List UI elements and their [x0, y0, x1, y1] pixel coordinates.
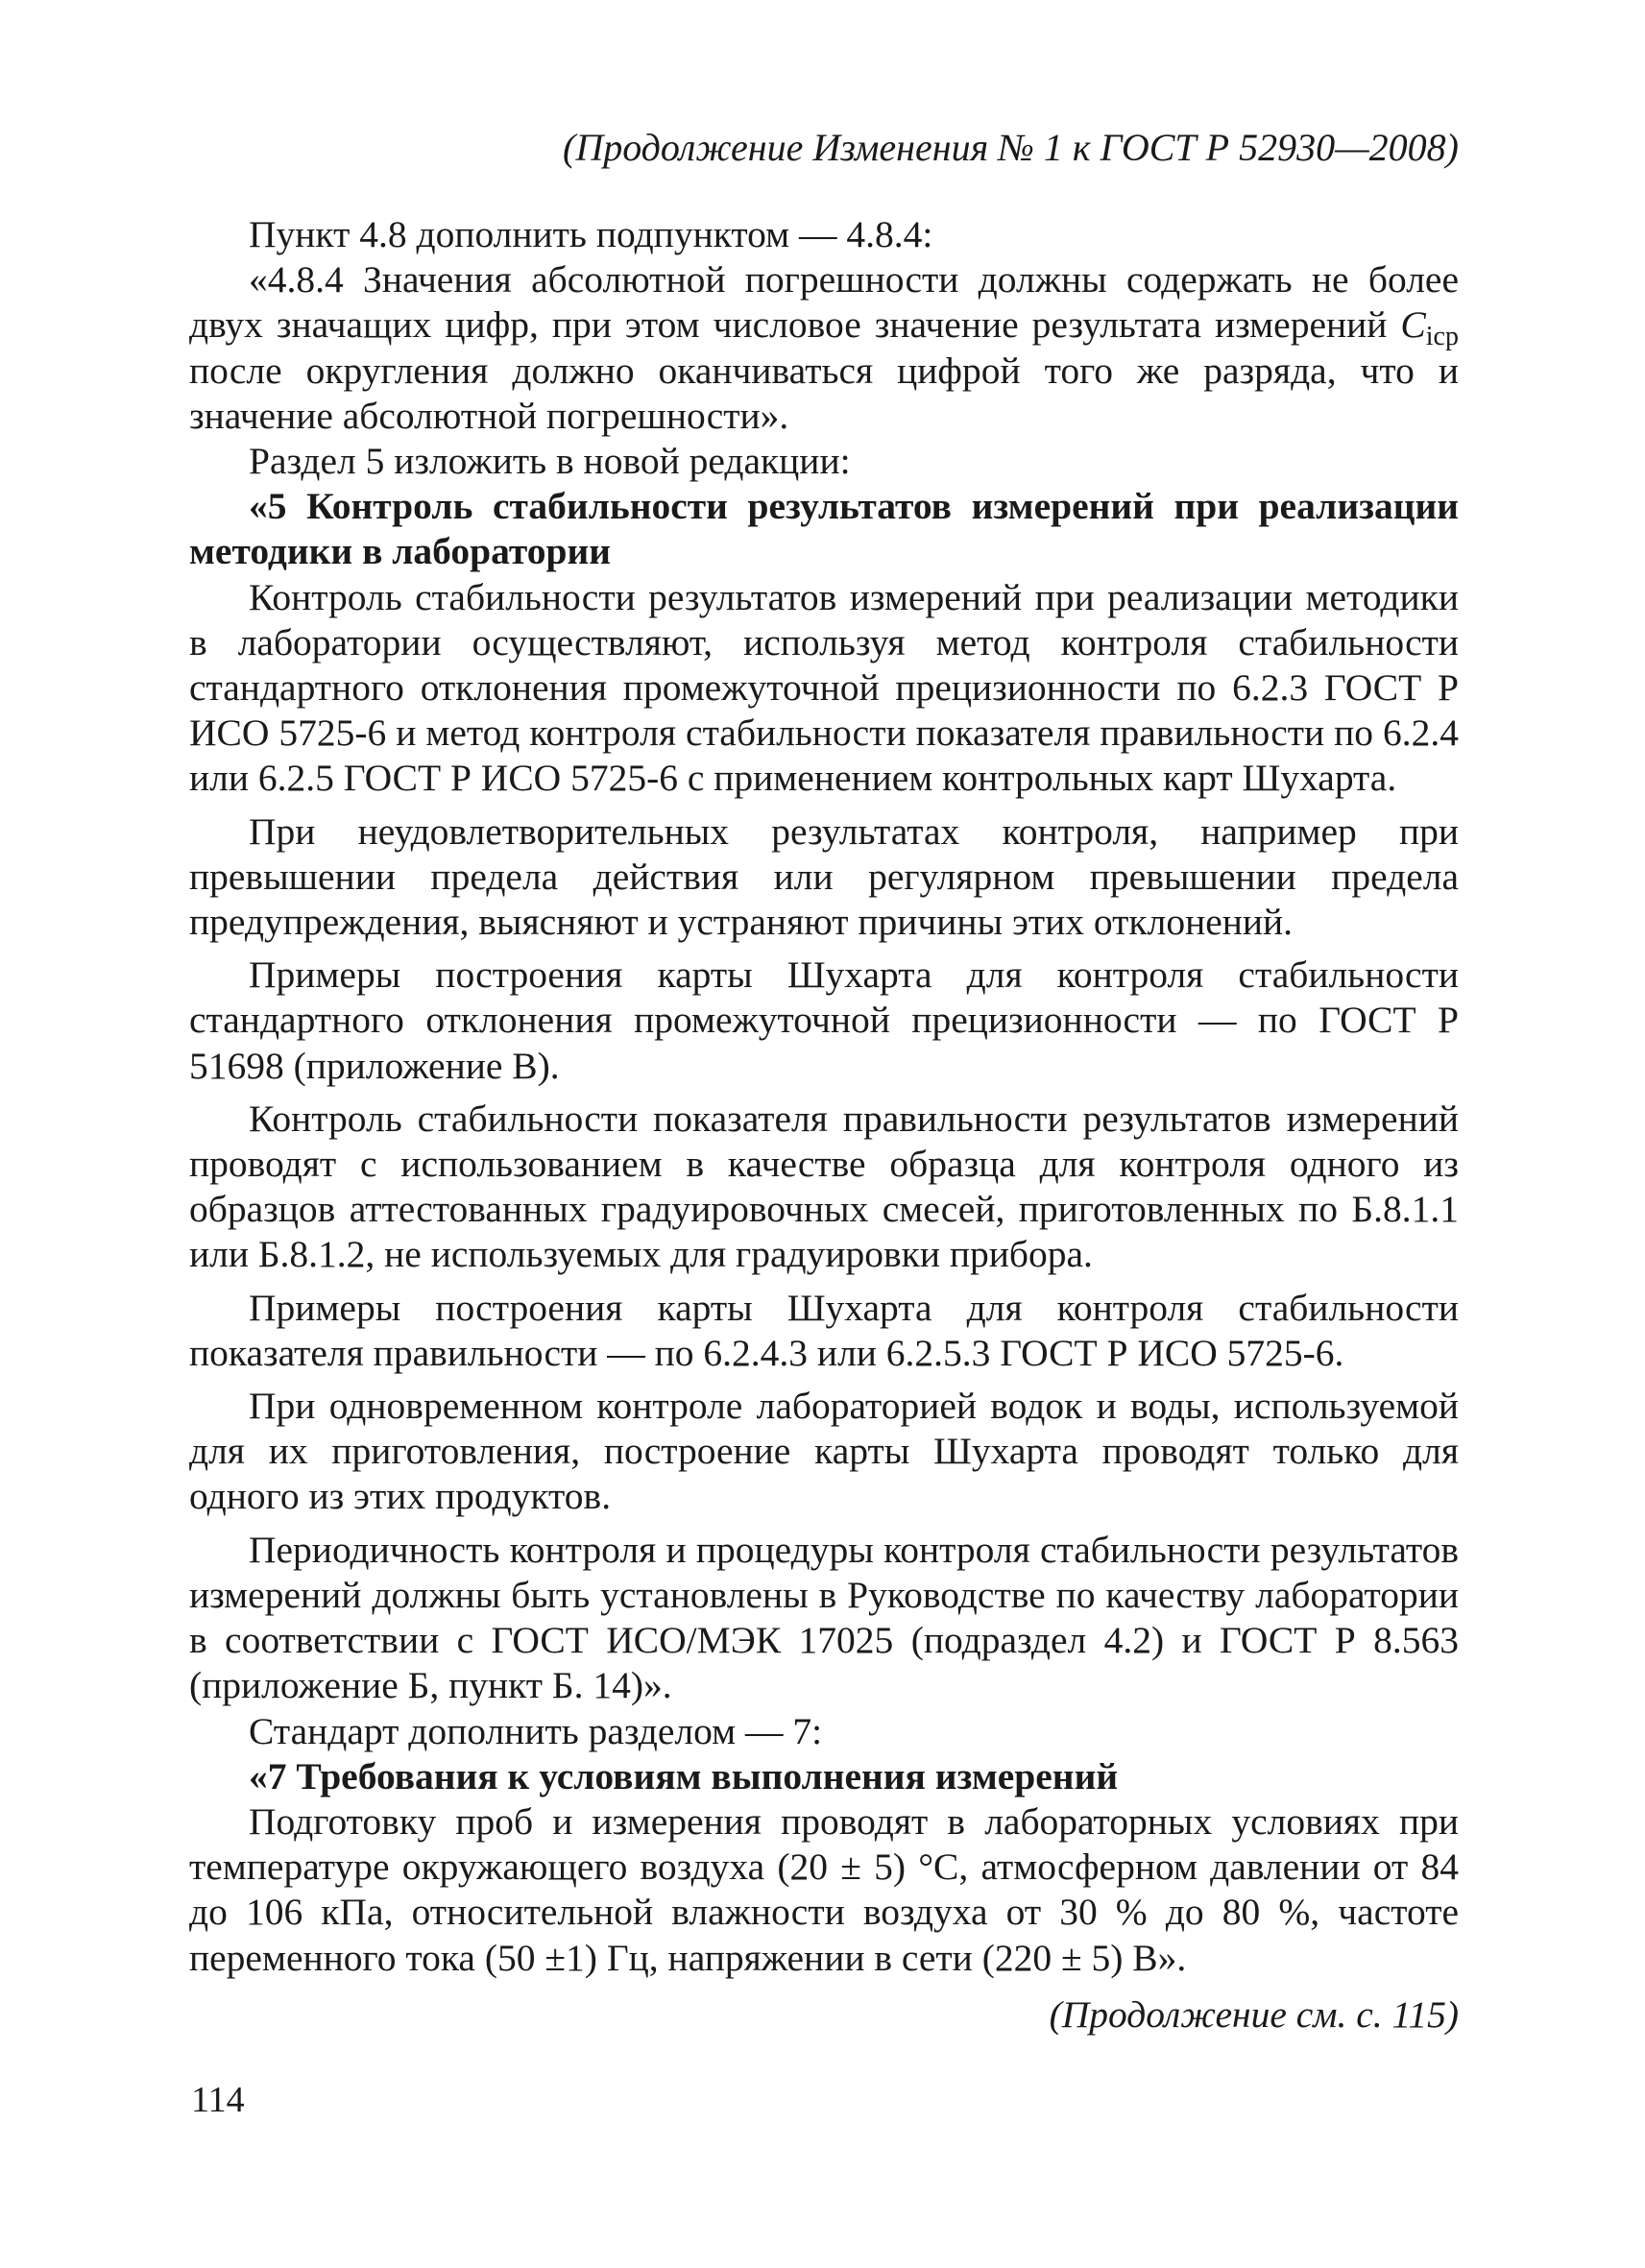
formula-symbol-c: C	[1400, 303, 1426, 347]
running-header: (Продолжение Изменения № 1 к ГОСТ Р 52930—2008)	[563, 126, 1459, 169]
paragraph-amend-4-8: Пункт 4.8 дополнить подпунктом — 4.8.4:	[249, 213, 933, 255]
paragraph-4-8-4-text-start: «4.8.4 Значения абсолютной погрешности должны содержать не более двух значащих цифр, при этом числовое значение результата измерений	[189, 258, 1459, 347]
paragraph-section-5-intro: Раздел 5 изложить в новой редакции:	[249, 440, 851, 483]
page-number: 114	[191, 2080, 245, 2120]
section-7-heading: «7 Требования к условиям выполнения измерений	[249, 1754, 1119, 1798]
paragraph-4-8-4-text-end: после округления должно оканчиваться цифрой того же разряда, что и значение абсолютной погрешности».	[189, 349, 1459, 437]
paragraph-shewhart-examples-trueness: Примеры построения карты Шухарта для контроля стабильности показателя правильности — по 6.2.4.3 или 6.2.5.3 ГОСТ Р ИСО 5725-6.	[189, 1286, 1459, 1374]
paragraph-measurement-conditions: Подготовку проб и измерения проводят в лабораторных условиях при температуре окружающего воздуха (20 ± 5) °С, атмосферном давлении от 84 до 106 кПа, относительной влажности воздуха от 30 % до 80 %, частоте переменного тока (50 ±1) Гц, напряжении в сети (220 ± 5) В».	[189, 1799, 1459, 1979]
paragraph-shewhart-examples-std: Примеры построения карты Шухарта для контроля стабильности стандартного отклонения промежуточной прецизионности — по ГОСТ Р 51698 (приложение В).	[189, 953, 1459, 1087]
paragraph-unsatisfactory-results: При неудовлетворительных результатах контроля, например при превышении предела действия или регулярном превышении предела предупреждения, выясняют и устраняют причины этих отклонений.	[189, 809, 1459, 944]
section-5-heading: «5 Контроль стабильности результатов измерений при реализации методики в лаборатории	[189, 485, 1459, 573]
paragraph-stability-control: Контроль стабильности результатов измерений при реализации методики в лаборатории осуществляют, используя метод контроля стабильности стандартного отклонения промежуточной прецизионности по 6.2.3 ГОСТ Р ИСО 5725-6 и метод контроля стабильности показателя правильности по 6.2.4 или 6.2.5 ГОСТ Р ИСО 5725-6 с применением контрольных карт Шухарта.	[189, 575, 1459, 800]
formula-subscript: iср	[1425, 322, 1459, 352]
continuation-note: (Продолжение см. с. 115)	[1049, 1992, 1459, 2036]
paragraph-periodicity: Периодичность контроля и процедуры контроля стабильности результатов измерений должны быть установлены в Руководстве по качеству лаборатории в соответствии с ГОСТ ИСО/МЭК 17025 (подраздел 4.2) и ГОСТ Р 8.563 (приложение Б, пункт Б. 14)».	[189, 1528, 1459, 1707]
document-page	[189, 125, 1459, 2038]
paragraph-4-8-4	[189, 257, 1459, 439]
paragraph-trueness-control: Контроль стабильности показателя правильности результатов измерений проводят с использованием в качестве образца для контроля одного из образцов аттестованных градуировочных смесей, приготовленных по Б.8.1.1 или Б.8.1.2, не используемых для градуировки прибора.	[189, 1097, 1459, 1276]
paragraph-section-7-intro: Стандарт дополнить разделом — 7:	[249, 1709, 823, 1752]
paragraph-simultaneous-control: При одновременном контроле лабораторией водок и воды, используемой для их приготовления, построение карты Шухарта проводят только для одного из этих продуктов.	[189, 1385, 1459, 1518]
